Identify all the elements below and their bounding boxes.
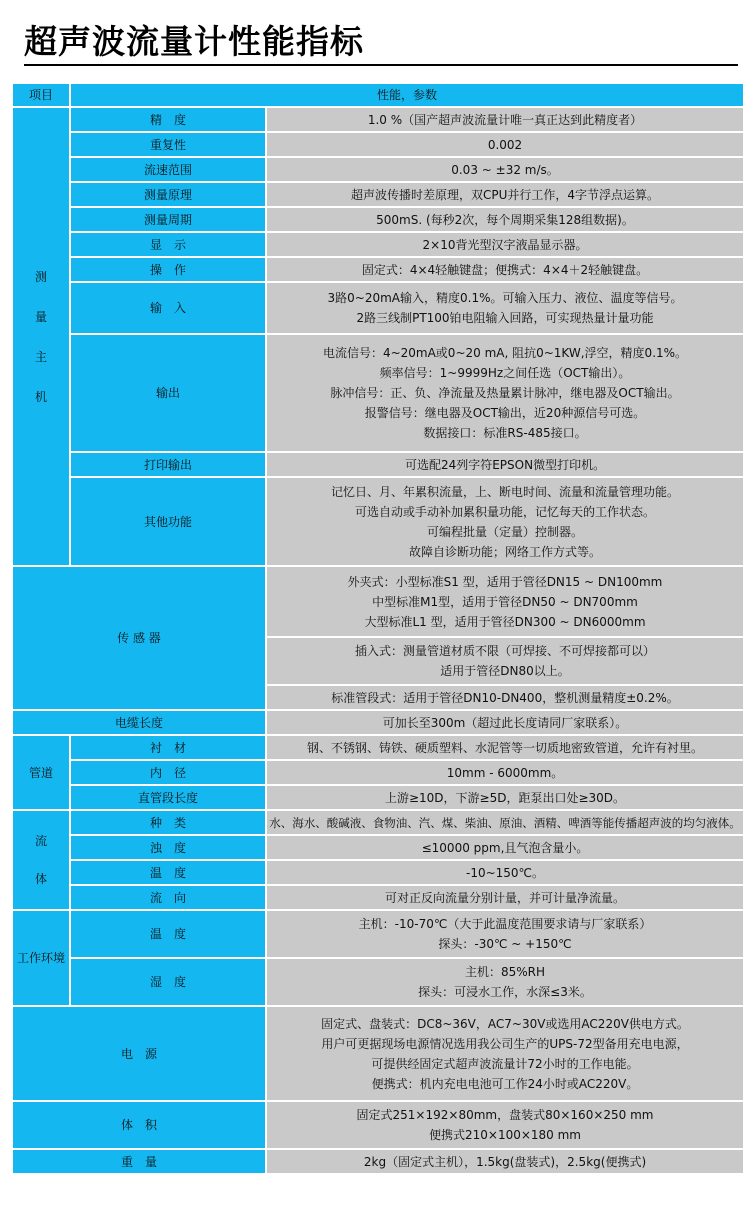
row-value: ≤10000 ppm,且气泡含量小。	[267, 836, 743, 861]
row-value: 标准管段式：适用于管径DN10-DN400，整机测量精度±0.2%。	[267, 686, 743, 711]
row-value: 500mS. (每秒2次，每个周期采集128组数据)。	[267, 208, 743, 233]
row-value: 2×10背光型汉字液晶显示器。	[267, 233, 743, 258]
row-value: 固定式251×192×80mm，盘装式80×160×250 mm 便携式210×100×180 mm	[267, 1102, 743, 1150]
row-value: 上游≥10D，下游≥5D，距泵出口处≥30D。	[267, 786, 743, 811]
row-value: 0.03 ~ ±32 m/s。	[267, 158, 743, 183]
row-value: 超声波传播时差原理，双CPU并行工作，4字节浮点运算。	[267, 183, 743, 208]
row-label: 其他功能	[71, 478, 267, 567]
category-cable: 电缆长度	[13, 711, 267, 736]
row-label: 直管段长度	[71, 786, 267, 811]
row-value: 1.0 %（国产超声波流量计唯一真正达到此精度者）	[267, 108, 743, 133]
category-fluid: 流 体	[13, 811, 71, 911]
category-host: 测 量 主 机	[13, 108, 71, 567]
category-weight: 重 量	[13, 1150, 267, 1175]
row-value: 记忆日、月、年累积流量，上、断电时间、流量和流量管理功能。 可选自动或手动补加累积量功能，记忆每天的工作状态。 可编程批量（定量）控制器。 故障自诊断功能；网络工作方式等。	[267, 478, 743, 567]
row-value: 可选配24列字符EPSON微型打印机。	[267, 453, 743, 478]
row-label: 浊 度	[71, 836, 267, 861]
row-value: 水、海水、酸碱液、食物油、汽、煤、柴油、原油、酒精、啤酒等能传播超声波的均匀液体。	[267, 811, 743, 836]
category-sensor: 传 感 器	[13, 567, 267, 711]
row-label: 测量原理	[71, 183, 267, 208]
row-label: 温 度	[71, 861, 267, 886]
row-value: 3路0~20mA输入，精度0.1%。可输入压力、液位、温度等信号。 2路三线制PT100铂电阻输入回路，可实现热量计量功能	[267, 283, 743, 335]
category-power: 电 源	[13, 1007, 267, 1102]
row-label: 显 示	[71, 233, 267, 258]
category-environment: 工作环境	[13, 911, 71, 1007]
header-item: 项目	[13, 84, 71, 108]
spec-table	[13, 84, 743, 1175]
row-value: 主机：85%RH 探头：可浸水工作，水深≤3米。	[267, 959, 743, 1007]
row-value: -10~150℃。	[267, 861, 743, 886]
row-label: 输出	[71, 335, 267, 453]
row-value: 0.002	[267, 133, 743, 158]
row-label: 衬 材	[71, 736, 267, 761]
row-label: 温 度	[71, 911, 267, 959]
row-value: 插入式：测量管道材质不限（可焊接、不可焊接都可以） 适用于管径DN80以上。	[267, 638, 743, 686]
row-label: 输 入	[71, 283, 267, 335]
page-title: 超声波流量计性能指标	[24, 22, 364, 61]
row-value: 可加长至300m（超过此长度请同厂家联系）。	[267, 711, 743, 736]
row-value: 主机：-10-70℃（大于此温度范围要求请与厂家联系） 探头：-30℃ ~ +150℃	[267, 911, 743, 959]
row-label: 精 度	[71, 108, 267, 133]
row-label: 操 作	[71, 258, 267, 283]
category-volume: 体 积	[13, 1102, 267, 1150]
row-label: 流速范围	[71, 158, 267, 183]
row-value: 钢、不锈钢、铸铁、硬质塑料、水泥管等一切质地密致管道，允许有衬里。	[267, 736, 743, 761]
row-label: 测量周期	[71, 208, 267, 233]
row-label: 湿 度	[71, 959, 267, 1007]
category-pipe: 管道	[13, 736, 71, 811]
title-underline	[24, 64, 738, 66]
row-value: 固定式、盘装式：DC8~36V，AC7~30V或选用AC220V供电方式。 用户可更据现场电源情况选用我公司生产的UPS-72型备用充电电源， 可提供经固定式超声波流量计72小时的工作电能。 便携式：机内充电电池可工作24小时或AC220V。	[267, 1007, 743, 1102]
row-label: 流 向	[71, 886, 267, 911]
row-label: 内 径	[71, 761, 267, 786]
row-value: 外夹式：小型标准S1 型，适用于管径DN15 ~ DN100mm 中型标准M1型，适用于管径DN50 ~ DN700mm 大型标准L1 型，适用于管径DN300 ~ DN6000mm	[267, 567, 743, 638]
row-label: 种 类	[71, 811, 267, 836]
row-label: 打印输出	[71, 453, 267, 478]
row-value: 2kg（固定式主机），1.5kg(盘装式)，2.5kg(便携式)	[267, 1150, 743, 1175]
row-label: 重复性	[71, 133, 267, 158]
header-performance: 性能，参数	[71, 84, 743, 108]
row-value: 电流信号：4~20mA或0~20 mA, 阻抗0~1KW,浮空，精度0.1%。 频率信号：1~9999Hz之间任选（OCT输出）。 脉冲信号：正、负、净流量及热量累计脉冲，继电器及OCT输出。 报警信号：继电器及OCT输出，近20种源信号可选。 数据接口：标准RS-485接口。	[267, 335, 743, 453]
row-value: 10mm - 6000mm。	[267, 761, 743, 786]
row-value: 可对正反向流量分别计量，并可计量净流量。	[267, 886, 743, 911]
row-value: 固定式：4×4轻触键盘；便携式：4×4＋2轻触键盘。	[267, 258, 743, 283]
